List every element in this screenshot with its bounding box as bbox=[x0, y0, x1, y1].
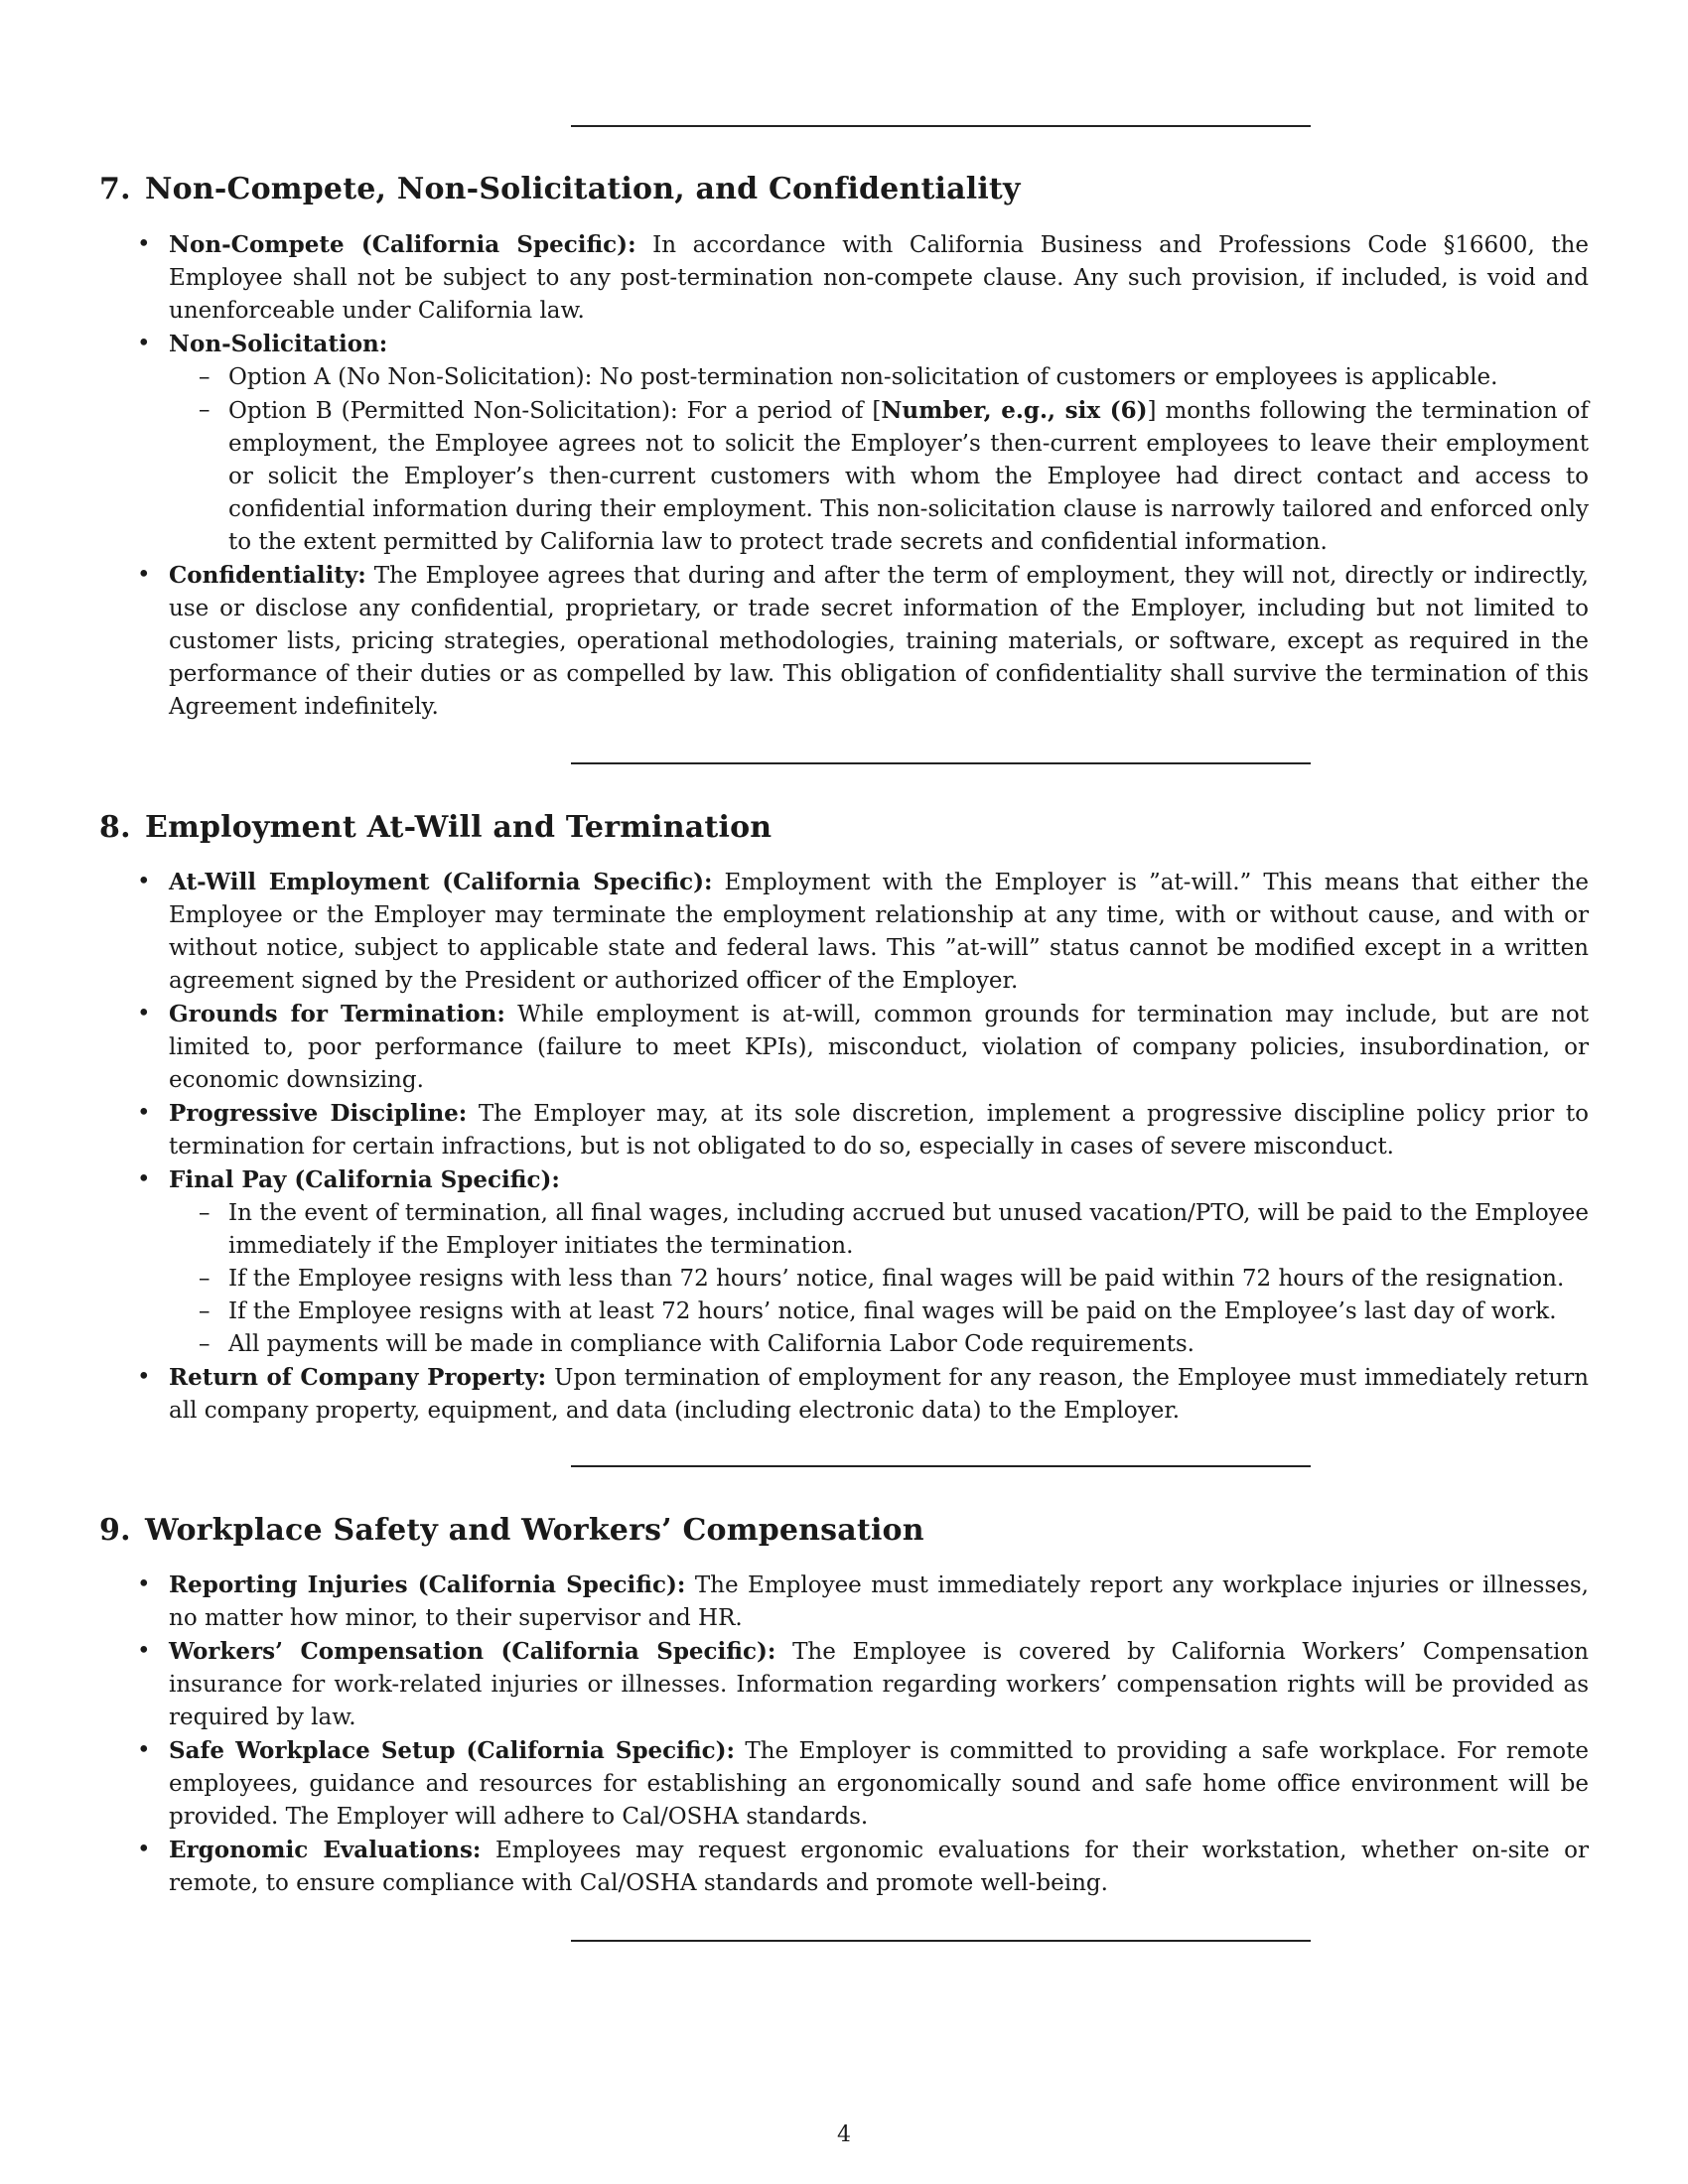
page-number: 4 bbox=[837, 2122, 851, 2147]
divider-rule bbox=[571, 762, 1311, 764]
sub-item-option-a bbox=[169, 361, 1589, 394]
item-label: Non-Compete (California Specific): bbox=[169, 231, 636, 258]
document-page bbox=[99, 0, 1589, 2184]
item-text: In accordance with California Business and Professions Code §16600, the Employee shall not be subject to any post-termination non-compete clause. Any such provision, if included, is void and unenforceable under California law. bbox=[169, 232, 1589, 324]
item-label: Reporting Injuries (California Specific): bbox=[169, 1571, 686, 1598]
item-label: Return of Company Property: bbox=[169, 1364, 547, 1391]
section-title: Non-Compete, Non-Solicitation, and Confidentiality bbox=[145, 172, 1021, 206]
item-text: The Employer may, at its sole discretion, implement a progressive discipline policy prior to termination for certain infractions, but is not obligated to do so, especially in cases of severe misconduct. bbox=[169, 1101, 1589, 1160]
list-item-confidentiality bbox=[99, 559, 1589, 724]
list-item-grounds bbox=[99, 998, 1589, 1097]
sub-item-text: Option A (No Non-Solicitation): No post-termination non-solicitation of customers or employees is applicable. bbox=[228, 364, 1498, 390]
list-item-return-property bbox=[99, 1361, 1589, 1428]
placeholder-number: Number, e.g., six (6) bbox=[881, 397, 1148, 424]
sub-item-option-b bbox=[169, 394, 1589, 559]
list-item-progressive-discipline bbox=[99, 1097, 1589, 1163]
list-item-ergonomic bbox=[99, 1834, 1589, 1900]
bracket-close: ] bbox=[1147, 398, 1157, 424]
sub-item: – In the event of termination, all final wages, including accrued but unused vacation/PTO, will be paid to the Employee immediately if the Employer initiates the termination. bbox=[169, 1197, 1589, 1263]
list-item-at-will bbox=[99, 866, 1589, 998]
section-title: Employment At-Will and Termination bbox=[145, 810, 773, 845]
list-item-non-compete bbox=[99, 228, 1589, 328]
bracket-open: [ bbox=[872, 398, 882, 424]
item-label: Confidentiality: bbox=[169, 562, 366, 589]
item-label: Final Pay (California Specific): bbox=[169, 1166, 560, 1193]
section-7-list bbox=[99, 228, 1589, 724]
item-text: The Employer is committed to providing a safe workplace. For remote employees, guidance and resources for establishing an ergonomically sound and safe home office environment will be provided. The Employer will adhere to Cal/OSHA standards. bbox=[169, 1738, 1589, 1830]
sub-list bbox=[169, 1197, 1589, 1361]
divider-rule bbox=[571, 1465, 1311, 1467]
section-title: Workplace Safety and Workers’ Compensation bbox=[145, 1513, 924, 1548]
section-7-heading bbox=[99, 172, 1021, 207]
sub-item: – All payments will be made in compliance with California Labor Code requirements. bbox=[169, 1328, 1589, 1361]
item-text: Employment with the Employer is ”at-will.” This means that either the Employee or the Employer may terminate the employment relationship at any time, with or without cause, and with or without notice, subject to applicable state and federal laws. This ”at-will” status cannot be modified except in a written agreement signed by the President or authorized officer of the Employer. bbox=[169, 870, 1589, 994]
section-8-list bbox=[99, 866, 1589, 1428]
divider-rule bbox=[571, 1940, 1311, 1942]
sub-item-text-post: months following the termination of employment, the Employee agrees not to solicit the Employer’s then-current employees to leave their employment or solicit the Employer’s then-current customers with whom the Employee had direct contact and access to confidential information during their employment. This non-solicitation clause is narrowly tailored and enforced only to the extent permitted by California law to protect trade secrets and confidential information. bbox=[228, 398, 1589, 555]
sub-item-text-pre: Option B (Permitted Non-Solicitation): For a period of bbox=[228, 398, 873, 424]
section-number: 7. bbox=[99, 172, 131, 206]
divider-rule bbox=[571, 125, 1311, 127]
section-number: 8. bbox=[99, 810, 131, 845]
item-text: Upon termination of employment for any reason, the Employee must immediately return all company property, equipment, and data (including electronic data) to the Employer. bbox=[169, 1365, 1589, 1424]
list-item-safe-workplace bbox=[99, 1734, 1589, 1834]
item-label: Workers’ Compensation (California Specific): bbox=[169, 1638, 776, 1665]
item-text: The Employee agrees that during and after the term of employment, they will not, directly or indirectly, use or disclose any confidential, proprietary, or trade secret information of the Employer, including but not limited to customer lists, pricing strategies, operational methodologies, training materials, or software, except as required in the performance of their duties or as compelled by law. This obligation of confidentiality shall survive the termination of this Agreement indefinitely. bbox=[169, 563, 1589, 720]
item-label: Safe Workplace Setup (California Specific): bbox=[169, 1737, 736, 1764]
section-8-heading bbox=[99, 810, 772, 846]
section-9-list bbox=[99, 1569, 1589, 1900]
list-item-reporting-injuries bbox=[99, 1569, 1589, 1635]
item-text: While employment is at-will, common grounds for termination may include, but are not limited to, poor performance (failure to meet KPIs), misconduct, violation of company policies, insubordination, or economic downsizing. bbox=[169, 1002, 1589, 1093]
item-label: At-Will Employment (California Specific): bbox=[169, 869, 713, 895]
item-label: Grounds for Termination: bbox=[169, 1001, 505, 1027]
item-label: Non-Solicitation: bbox=[169, 331, 388, 357]
item-text: The Employee must immediately report any workplace injuries or illnesses, no matter how minor, to their supervisor and HR. bbox=[169, 1572, 1589, 1631]
sub-item: – If the Employee resigns with less than 72 hours’ notice, final wages will be paid within 72 hours of the resignation. bbox=[169, 1263, 1589, 1296]
list-item-non-solicitation bbox=[99, 328, 1589, 559]
sub-item: – If the Employee resigns with at least 72 hours’ notice, final wages will be paid on the Employee’s last day of work. bbox=[169, 1296, 1589, 1328]
list-item-workers-comp bbox=[99, 1635, 1589, 1734]
section-9-heading bbox=[99, 1513, 924, 1549]
item-label: Ergonomic Evaluations: bbox=[169, 1837, 482, 1863]
list-item-final-pay bbox=[99, 1163, 1589, 1361]
section-number: 9. bbox=[99, 1513, 131, 1548]
item-text: Employees may request ergonomic evaluations for their workstation, whether on-site or remote, to ensure compliance with Cal/OSHA standards and promote well-being. bbox=[169, 1838, 1589, 1896]
sub-list bbox=[169, 361, 1589, 559]
item-label: Progressive Discipline: bbox=[169, 1100, 468, 1127]
item-text: The Employee is covered by California Workers’ Compensation insurance for work-related injuries or illnesses. Information regarding workers’ compensation rights will be provided as required by law. bbox=[169, 1639, 1589, 1730]
